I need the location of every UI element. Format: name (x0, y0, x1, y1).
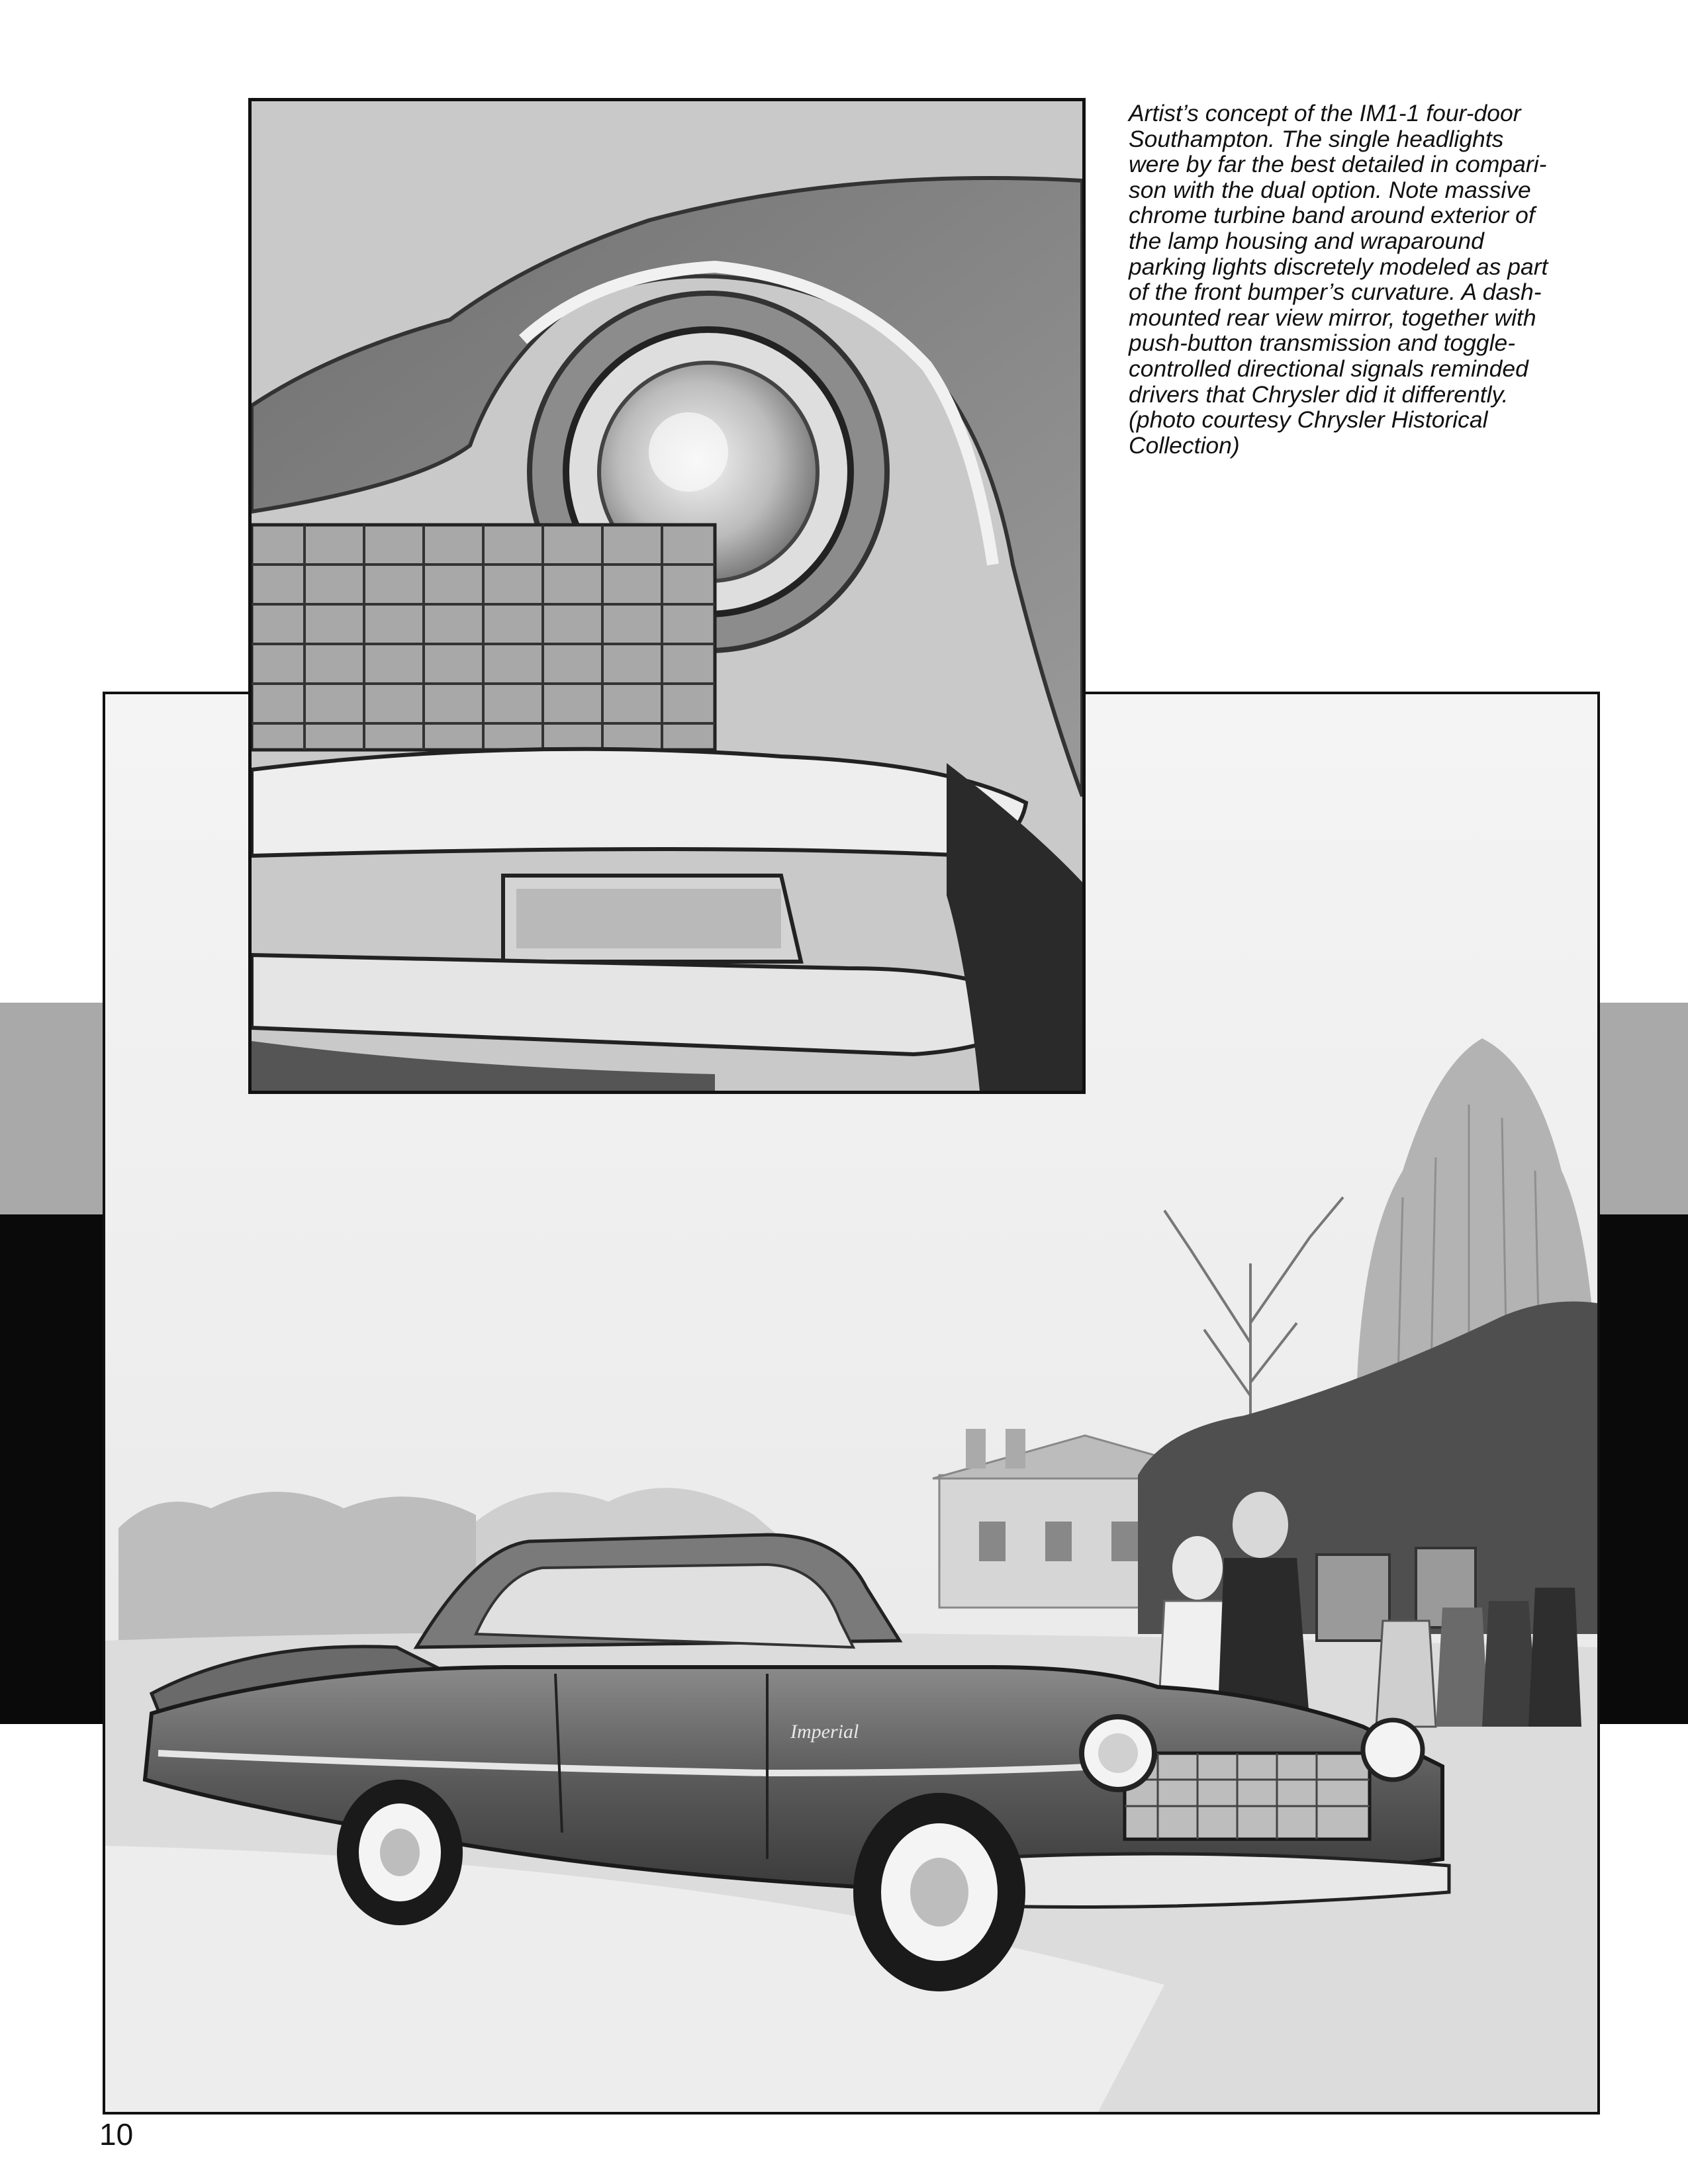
caption-line: Southampton. The single headlights (1129, 125, 1504, 152)
caption-line: the lamp housing and wraparound (1129, 227, 1484, 254)
caption-line: controlled directional signals reminded (1129, 355, 1528, 382)
grille (252, 525, 715, 750)
caption-line: of the front bumper’s curvature. A dash- (1129, 279, 1542, 306)
inset-headlight-illustration (248, 98, 1086, 1094)
caption-line: chrome turbine band around exterior of (1129, 202, 1535, 229)
caption-line: son with the dual option. Note massive (1129, 176, 1531, 203)
tree-line-left (118, 1492, 476, 1654)
caption-line: were by far the best detailed in compari- (1129, 151, 1547, 178)
caption-line: parking lights discretely modeled as part (1129, 253, 1548, 280)
imperial-script-emblem: Imperial (790, 1721, 859, 1743)
caption-line: Artist’s concept of the IM1-1 four-door (1129, 100, 1521, 126)
caption-line: Collection) (1129, 432, 1240, 459)
page-number: 10 (99, 2117, 134, 2152)
caption-line: push-button transmission and toggle- (1129, 330, 1516, 357)
caption-line: mounted rear view mirror, together with (1129, 304, 1536, 331)
headlight-closeup (252, 101, 1082, 1091)
caption-line: (photo courtesy Chrysler Historical (1129, 406, 1488, 433)
photo-caption (1129, 101, 1605, 458)
caption-line: drivers that Chrysler did it differently. (1129, 381, 1509, 408)
